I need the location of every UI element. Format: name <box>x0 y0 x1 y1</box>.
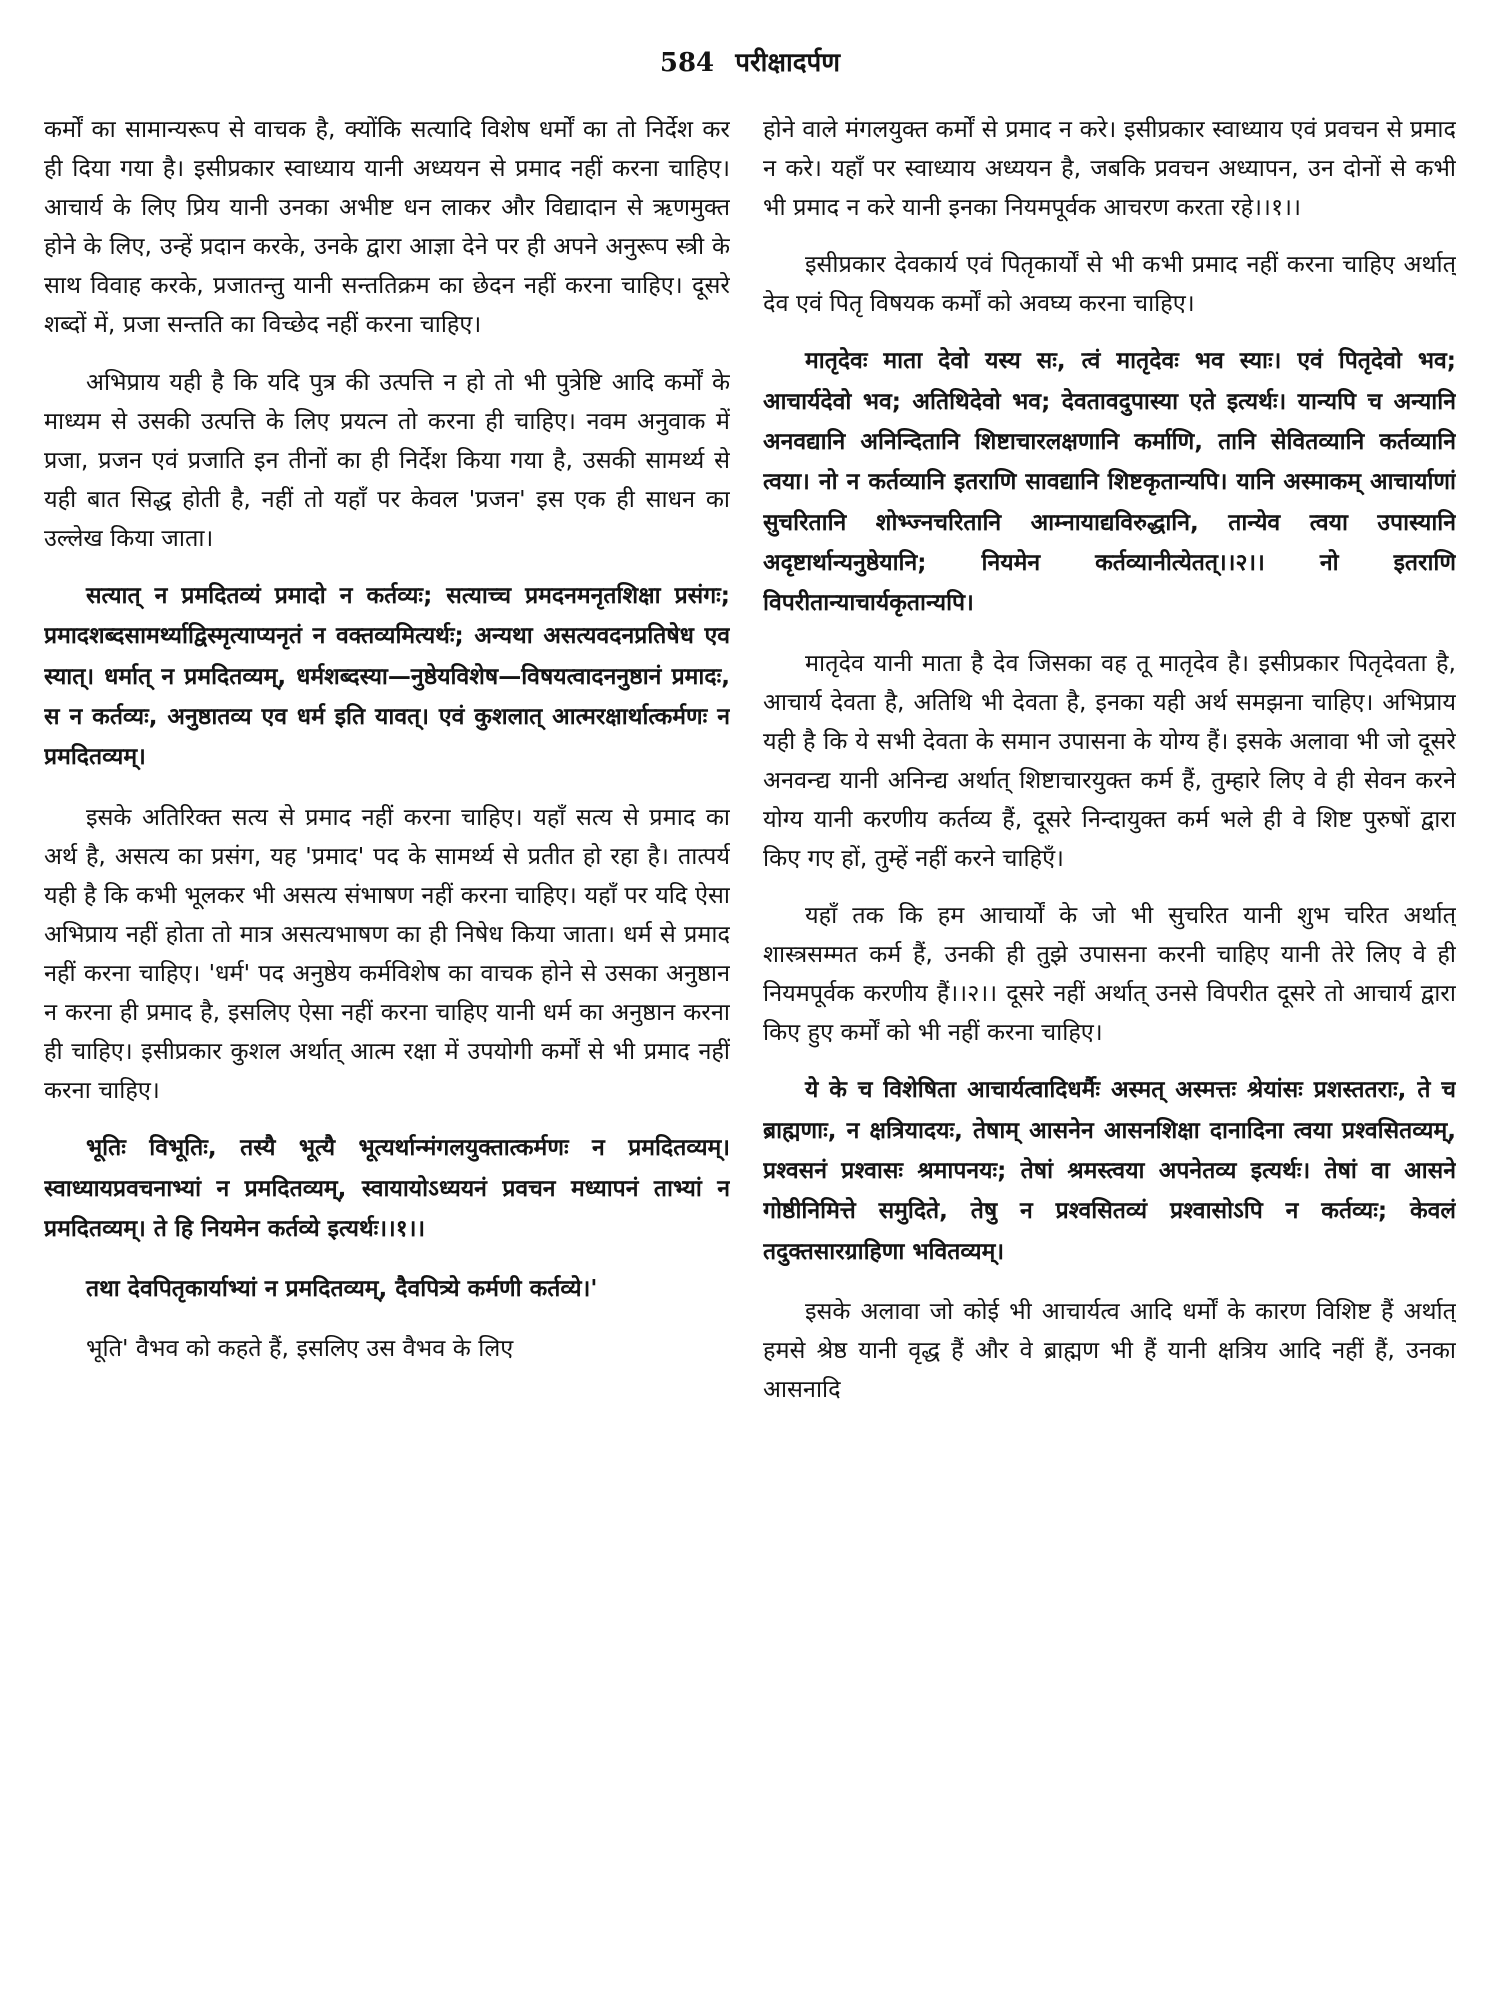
sanskrit-verse: तथा देवपितृकार्याभ्यां न प्रमदितव्यम्, दैवपित्र्ये कर्मणी कर्तव्ये।' <box>86 1276 598 1303</box>
paragraph: इसके अतिरिक्त सत्य से प्रमाद नहीं करना चाहिए। यहाँ सत्य से प्रमाद का अर्थ है, असत्य का प्रसंग, यह 'प्रमाद' पद के सामर्थ्य से प्रतीत हो रहा है। तात्पर्य यही है कि कभी भूलकर भी असत्य संभाषण नहीं करना चाहिए। यहाँ पर यदि ऐसा अभिप्राय नहीं होता तो मात्र असत्यभाषण का ही निषेध किया जाता। धर्म से प्रमाद नहीं करना चाहिए। 'धर्म' पद अनुष्ठेय कर्मविशेष का वाचक होने से उसका अनुष्ठान न करना ही प्रमाद है, इसलिए ऐसा नहीं करना चाहिए यानी धर्म का अनुष्ठान करना ही चाहिए। इसीप्रकार कुशल अर्थात् आत्म रक्षा में उपयोगी कर्मों से भी प्रमाद नहीं करना चाहिए। <box>44 802 730 1105</box>
sanskrit-verse: ये के च विशेषिता आचार्यत्वादिधर्मैः अस्मत् अस्मत्तः श्रेयांसः प्रशस्ततराः, ते च ब्राह्मणाः, न क्षत्रियादयः, तेषाम् आसनेन आसनशिक्षा दानादिना त्वया प्रश्वसितव्यम्, प्रश्वसनं प्रश्वासः श्रमापनयः; तेषां श्रमस्त्वया अपनेतव्य इत्यर्थः। तेषां वा आसने गोष्ठीनिमित्ते समुदिते, तेषु न प्रश्वसितव्यं प्रश्वासोऽपि न कर्तव्यः; केवलं तदुक्तसारग्राहिणा भवितव्यम्। <box>763 1077 1456 1265</box>
sanskrit-verse: मातृदेवः माता देवो यस्य सः, त्वं मातृदेवः भव स्याः। एवं पितृदेवो भव; आचार्यदेवो भव; अतिथिदेवो भव; देवतावदुपास्या एते इत्यर्थः। यान्यपि च अन्यानि अनवद्यानि अनिन्दितानि शिष्टाचारलक्षणानि कर्माणि, तानि सेवितव्यानि कर्तव्यानि त्वया। नो न कर्तव्यानि इतराणि सावद्यानि शिष्टकृतान्यपि। यानि अस्माकम् आचार्याणां सुचरितानि शोभ्ज्नचरितानि आम्नायाद्यविरुद्धानि, तान्येव त्वया उपास्यानि अदृष्टार्थान्यनुष्ठेयानि; नियमेन कर्तव्यानीत्येतत्।।२।। नो इतराणि विपरीतान्याचार्यकृतान्यपि। <box>763 348 1456 617</box>
paragraph: कर्मों का सामान्यरूप से वाचक है, क्योंकि सत्यादि विशेष धर्मों का तो निर्देश कर ही दिया गया है। इसीप्रकार स्वाध्याय यानी अध्ययन से प्रमाद नहीं करना चाहिए। आचार्य के लिए प्रिय यानी उनका अभीष्ट धन लाकर और विद्यादान से ऋणमुक्त होने के लिए, उन्हें प्रदान करके, उनके द्वारा आज्ञा देने पर ही अपने अनुरूप स्त्री के साथ विवाह करके, प्रजातन्तु यानी सन्ततिक्रम का छेदन नहीं करना चाहिए। दूसरे शब्दों में, प्रजा सन्तति का विच्छेद नहीं करना चाहिए। <box>44 115 730 339</box>
sanskrit-verse: भूतिः विभूतिः, तस्यै भूत्यै भूत्यर्थान्मंगलयुक्तात्कर्मणः न प्रमदितव्यम्। स्वाध्यायप्रवचनाभ्यां न प्रमदितव्यम्, स्वायायोऽध्ययनं प्रवचन मध्यापनं ताभ्यां न प्रमदितव्यम्। ते हि नियमेन कर्तव्ये इत्यर्थः।।१।। <box>44 1135 730 1242</box>
right-column <box>763 110 1456 1990</box>
paragraph: यहाँ तक कि हम आचार्यों के जो भी सुचरित यानी शुभ चरित अर्थात् शास्त्रसम्मत कर्म हैं, उनकी ही तुझे उपासना करनी चाहिए यानी तेरे लिए वे ही नियमपूर्वक करणीय हैं।।२।। दूसरे नहीं अर्थात् उनसे विपरीत दूसरे तो आचार्य द्वारा किए हुए कर्मों को भी नहीं करना चाहिए। <box>763 901 1456 1047</box>
book-title: परीक्षादर्पण <box>735 48 841 78</box>
paragraph: मातृदेव यानी माता है देव जिसका वह तू मातृदेव है। इसीप्रकार पितृदेवता है, आचार्य देवता है, अतिथि भी देवता है, इनका यही अर्थ समझना चाहिए। अभिप्राय यही है कि ये सभी देवता के समान उपासना के योग्य हैं। इसके अलावा भी जो दूसरे अनवन्द्य यानी अनिन्द्य अर्थात् शिष्टाचारयुक्त कर्म हैं, तुम्हारे लिए वे ही सेवन करने योग्य यानी करणीय कर्तव्य हैं, दूसरे निन्दायुक्त कर्म भले ही वे शिष्ट पुरुषों द्वारा किए गए हों, तुम्हें नहीं करने चाहिएँ। <box>763 648 1456 873</box>
paragraph: अभिप्राय यही है कि यदि पुत्र की उत्पत्ति न हो तो भी पुत्रेष्टि आदि कर्मों के माध्यम से उसकी उत्पत्ति के लिए प्रयत्न तो करना ही चाहिए। नवम अनुवाक में प्रजा, प्रजन एवं प्रजाति इन तीनों का ही निर्देश किया गया है, उसकी सामर्थ्य से यही बात सिद्ध होती है, नहीं तो यहाँ पर केवल 'प्रजन' इस एक ही साधन का उल्लेख किया जाता। <box>44 367 730 552</box>
paragraph: इसके अलावा जो कोई भी आचार्यत्व आदि धर्मों के कारण विशिष्ट हैं अर्थात् हमसे श्रेष्ठ यानी वृद्ध हैं और वे ब्राह्मण भी हैं यानी क्षत्रिय आदि नहीं हैं, उनका आसनादि <box>763 1296 1456 1404</box>
paragraph: होने वाले मंगलयुक्त कर्मों से प्रमाद न करे। इसीप्रकार स्वाध्याय एवं प्रवचन से प्रमाद न करे। यहाँ पर स्वाध्याय अध्ययन है, जबकि प्रवचन अध्यापन, उन दोनों से कभी भी प्रमाद न करे यानी इनका नियमपूर्वक आचरण करता रहे।।१।। <box>763 115 1456 222</box>
paragraph: इसीप्रकार देवकार्य एवं पितृकार्यों से भी कभी प्रमाद नहीं करना चाहिए अर्थात् देव एवं पितृ विषयक कर्मों को अवघ्य करना चाहिए। <box>763 250 1456 318</box>
page-number: 584 <box>659 48 715 78</box>
page-header <box>0 46 1500 80</box>
left-column <box>44 110 730 1990</box>
paragraph: भूति' वैभव को कहते हैं, इसलिए उस वैभव के लिए <box>86 1334 514 1363</box>
sanskrit-verse: सत्यात् न प्रमदितव्यं प्रमादो न कर्तव्यः; सत्याच्च प्रमदनमनृतशिक्षा प्रसंगः; प्रमादशब्दसामर्थ्याद्विस्मृत्याप्यनृतं न वक्तव्यमित्यर्थः; अन्यथा असत्यवदनप्रतिषेध एव स्यात्। धर्मात् न प्रमदितव्यम्, धर्मशब्दस्या—नुष्ठेयविशेष—विषयत्वादननुष्ठानं प्रमादः, स न कर्तव्यः, अनुष्ठातव्य एव धर्म इति यावत्। एवं कुशलात् आत्मरक्षार्थात्कर्मणः न प्रमदितव्यम्। <box>44 583 730 771</box>
